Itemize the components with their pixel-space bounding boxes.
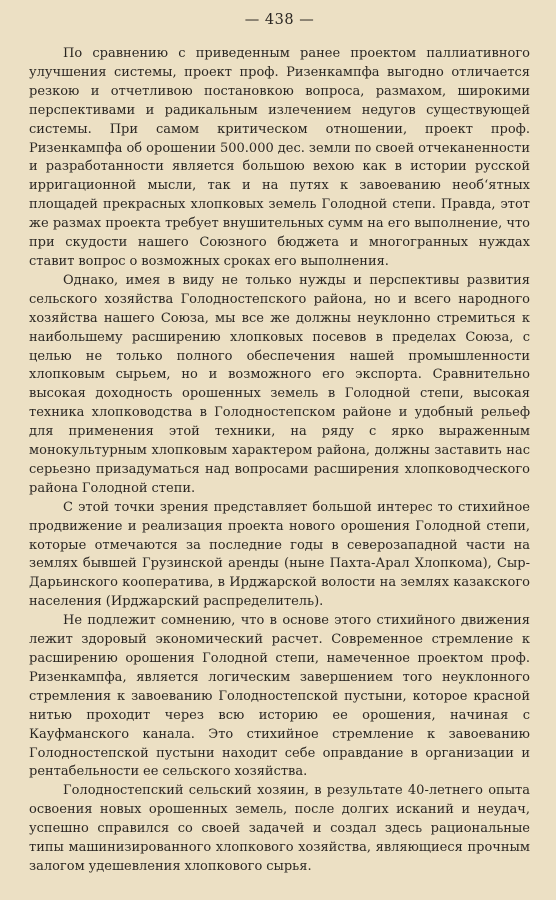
page-number: — 438 — [244,12,315,28]
paragraph-4: Не подлежит сомнению, что в основе этого стихийного движения лежит здоровый экономический расчет. Современное стремление к расширению орошения Голодной степи, намеченное проектом проф. Ризенкампфа, является логическим завершением того неуклонного стремления к завоеванию Голодностепской пустыни, которое красной нитью проходит через всю историю ее орошения, начиная с Кауфманского канала. Это стихийное стремление к завоеванию Голодностепской пустыни находит себе оправдание в организации и рентабельности ее сельского хозяйства. [29,613,530,780]
paragraph-3: С этой точки зрения представляет большой интерес то стихийное продвижение и реализация проекта нового орошения Голодной степи, которые отмечаются за последние годы в северозападной части на землях бывшей Грузинской аренды (ныне Пахта-Арал Хлопкома), Сыр-Дарьинского кооператива, в Ирджарской волости на землях казакского населения (Ирджарский распределитель). [29,499,530,610]
paragraph-5: Голодностепский сельский хозяин, в результате 40-летнего опыта освоения новых орошенных земель, после долгих исканий и неудач, успешно справился со своей задачей и создал здесь рациональные типы машинизированного хлопкового хозяйства, являющиеся прочным залогом удешевления хлопкового сырья. [29,783,530,874]
paragraph-1: По сравнению с приведенным ранее проектом паллиативного улучшения системы, проект проф. Ризенкампфа выгодно отличается резкою и отчетливою постановкою вопроса, размахом, широкими перспективами и радикальным излечением недугов существующей системы. При самом критическом отношении, проект проф. Ризенкампфа об орошении 500.000 дес. земли по своей отчеканенности и разработанности является большою вехою как в истории русской ирригационной мысли, так и на путях к завоеванию необ‘ятных площадей прекрасных хлопковых земель Голодной степи. Правда, этот же размах проекта требует внушительных сумм на его выполнение, что при скудости нашего Союзного бюджета и многогранных нуждах ставит вопрос о возможных сроках его выполнения. [29,46,530,269]
paragraph-2: Однако, имея в виду не только нужды и перспективы развития сельского хозяйства Голодностепского района, но и всего народного хозяйства нашего Союза, мы все же должны неуклонно стремиться к наибольшему расширению хлопковых посевов в пределах Союза, с целью не только полного обеспечения нашей промышленности хлопковым сырьем, но и возможного его экспорта. Сравнительно высокая доходность орошенных земель в Голодной степи, высокая техника хлопководства в Голодностепском районе и удобный рельеф для применения этой техники, на ряду с ярко выраженным монокультурным хлопковым характером района, должны заставить нас серьезно призадуматься над вопросами расширения хлопководческого района Голодной степи. [29,272,530,496]
